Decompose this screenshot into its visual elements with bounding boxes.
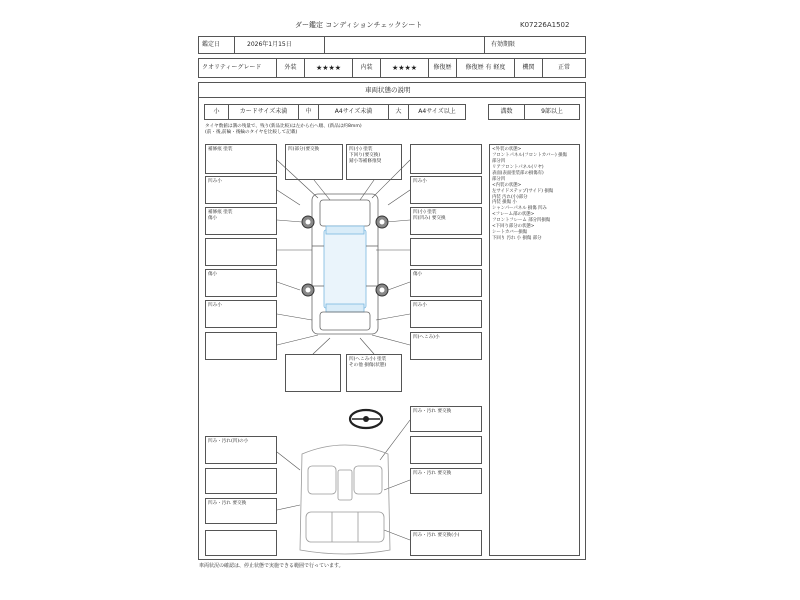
grade-label: クオリティーグレード <box>199 59 277 77</box>
size-large-label: 大 <box>389 105 409 119</box>
summary-line: <内装の状態> <box>492 182 522 188</box>
summary-line: 部分凹 <box>492 158 506 164</box>
interior-box-right-2 <box>410 436 482 464</box>
summary-line: フロントパネル(フロントカバー) 損傷 <box>492 152 567 158</box>
rear-seat <box>306 512 384 542</box>
summary-line: リアフロントパネル(リヤ) <box>492 164 544 170</box>
interior-box-left-3 <box>205 498 277 524</box>
damage-text: 錆小等補修推奨 <box>349 159 382 165</box>
note-line-1: タイヤ数値は溝の残量で、残り(新品比較)は左から右へ順、(新品は約8mm) <box>205 124 362 129</box>
summary-line: フロントフレーム 部分凹損傷 <box>492 218 551 224</box>
damage-text: 下回り(要交換) <box>349 153 381 159</box>
exterior-label: 外装 <box>277 59 305 77</box>
damage-text: 凹み小 <box>413 179 427 184</box>
date-label: 鑑定日 <box>199 37 235 53</box>
sheet-code: K07226A1502 <box>520 21 570 29</box>
section-title: 車両状態の説明 <box>365 86 411 94</box>
front-seat-left <box>308 466 336 494</box>
engine-value: 正常 <box>557 64 570 72</box>
damage-text: 傷小 <box>208 272 218 277</box>
damage-text: 凹(部分)要交換 <box>288 147 320 152</box>
summary-line: 表面(表面塗装部の損傷有) <box>492 170 544 176</box>
exterior-stars: ★★★★ <box>305 59 353 77</box>
interior-diagram <box>290 440 400 558</box>
repair-value: 修復歴 有 軽度 <box>457 59 515 77</box>
interior-box-right-4 <box>410 530 482 556</box>
center-console <box>338 470 352 500</box>
summary-line: 内装 汚れ(小)部分 <box>492 194 528 200</box>
damage-text: 補修痕 塗装 <box>208 210 233 215</box>
size-small-value: カードサイズ未満 <box>229 105 299 119</box>
footer-note: 車両状況の確認は、停止状態で実施できる範囲で行っています。 <box>199 563 344 569</box>
summary-line: シャンパーパネル 損傷 凹み <box>492 206 547 212</box>
interior-box-right-3 <box>410 468 482 494</box>
damage-text: 傷小 <box>208 216 218 222</box>
interior-box-right-1 <box>410 406 482 432</box>
size-large-value: A4サイズ以上 <box>418 108 456 116</box>
summary-line: 部分凹 <box>492 176 506 182</box>
tire-value: 9部以上 <box>541 108 563 116</box>
summary-line: <フレーム部の状態> <box>492 212 535 218</box>
interior-text: 凹み・汚れ 要交換 <box>413 409 452 414</box>
summary-line: 内装 損傷 小 <box>492 200 517 206</box>
interior-outline <box>300 445 390 554</box>
summary-line: シートカバー損傷 <box>492 230 527 236</box>
interior-stars: ★★★★ <box>381 59 429 77</box>
damage-text: 凹(へこみ)小 <box>413 335 440 340</box>
expiry-label: 有効期限 <box>491 41 516 49</box>
damage-text: 凹(凹み) 要交換 <box>413 216 446 222</box>
size-medium-value: A4サイズ未満 <box>319 105 389 119</box>
interior-text: 凹み・汚れ(凹)の小 <box>208 439 249 444</box>
summary-line: <外装の状態> <box>492 147 522 152</box>
summary-line: <下回り部分の状態> <box>492 224 535 230</box>
interior-text: 凹み・汚れ 要交換 <box>413 471 452 476</box>
interior-text: 凹み・汚れ 要交換 <box>208 501 247 506</box>
interior-box-left-2 <box>205 468 277 494</box>
damage-text: 傷小 <box>413 272 423 277</box>
damage-text: 凹み小 <box>208 303 222 308</box>
repair-label: 修復歴 <box>429 59 457 77</box>
interior-box-left-4 <box>205 530 277 556</box>
damage-text: 凹み小 <box>413 303 427 308</box>
damage-text: 凹(へこみ小) 塗装 <box>349 357 387 362</box>
date-value: 2026年1月15日 <box>235 37 325 53</box>
note-line-2: (前・後,前輪・後輪のタイヤを比較して記載) <box>205 130 298 135</box>
damage-text: その他 損傷(状態) <box>349 363 387 369</box>
interior-label: 内装 <box>353 59 381 77</box>
summary-line: 左サイドステップ(サイド) 損傷 <box>492 188 554 194</box>
size-medium-label: 中 <box>299 105 319 119</box>
damage-text: 凹み小 <box>208 179 222 184</box>
size-small-label: 小 <box>205 105 229 119</box>
front-seat-right <box>354 466 382 494</box>
sheet-title: ダー鑑定 コンディションチェックシート <box>295 21 423 29</box>
steering-wheel-icon <box>348 408 384 430</box>
interior-text: 凹み・汚れ 要交換(小) <box>413 533 460 538</box>
damage-text: 凹(小) 塗装 <box>349 147 373 152</box>
damage-text: 補修痕 塗装 <box>208 147 233 152</box>
damage-text: 凹(小) 塗装 <box>413 210 437 215</box>
engine-label: 機関 <box>515 59 543 77</box>
interior-box-left-1 <box>205 436 277 464</box>
summary-line: 下回り 汚れ 小 損傷 部分 <box>492 236 542 242</box>
tire-label: 溝数 <box>489 105 525 119</box>
